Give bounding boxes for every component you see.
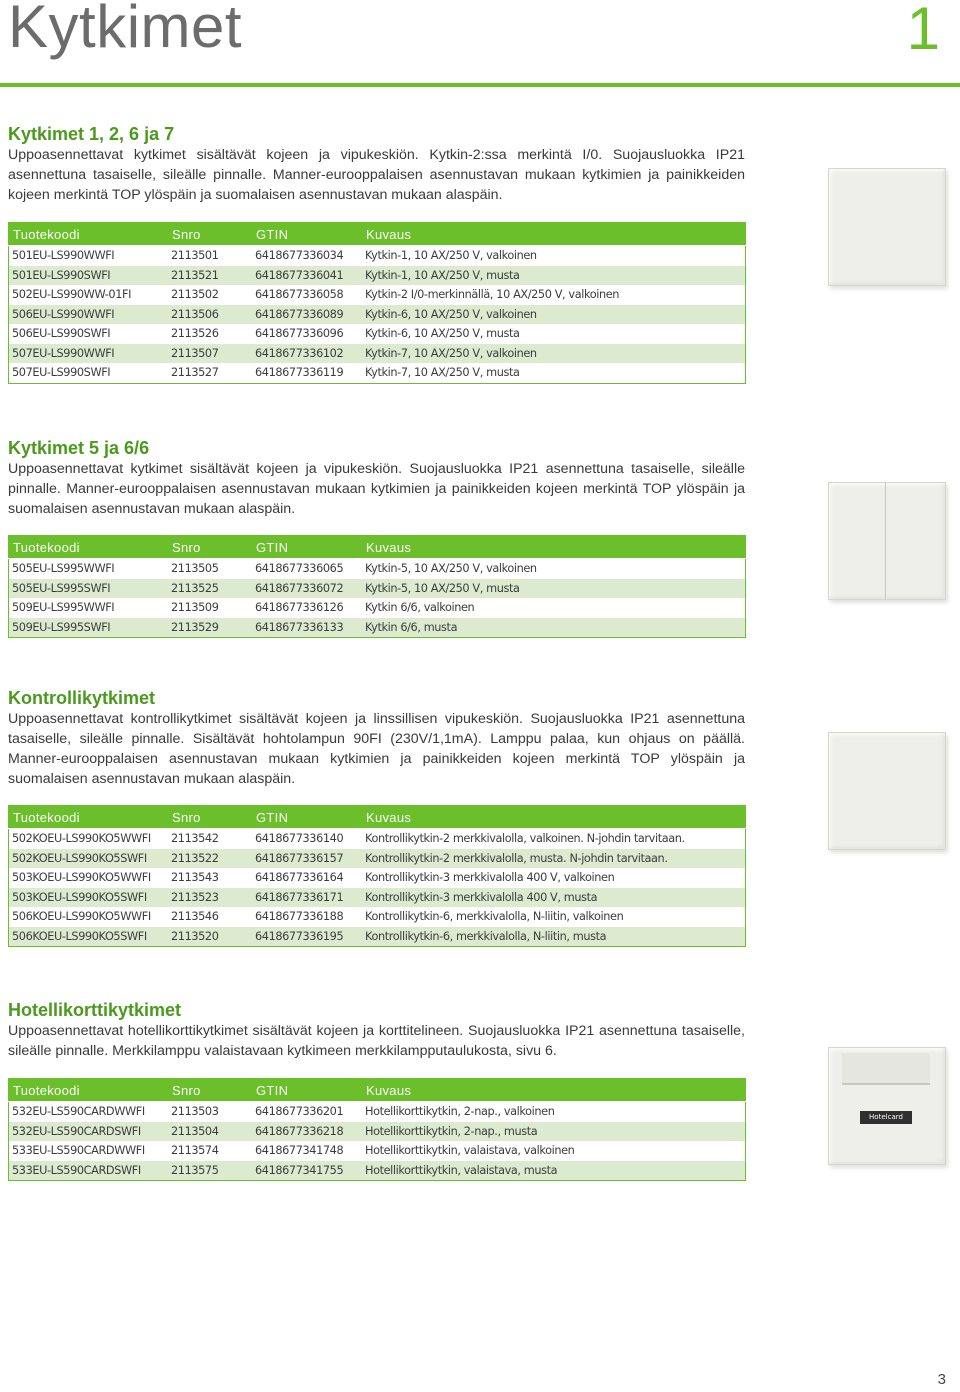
cell-gtin: 6418677336195 [252,927,362,947]
cell-product-code: 502KOEU-LS990KO5WWFI [9,829,169,849]
cell-description: Kytkin-5, 10 AX/250 V, musta [362,579,746,599]
col-header-description: Kuvaus [362,1079,746,1102]
cell-gtin: 6418677336218 [252,1122,362,1142]
cell-description: Hotellikorttikytkin, valaistava, valkoinen [365,1144,575,1158]
table-row [9,559,746,579]
table-row [9,618,746,638]
table-row [9,305,746,325]
cell-description: Kontrollikytkin-6, merkkivalolla, N-liitin, valkoinen [365,910,624,924]
cell-snro: 2113506 [168,305,252,325]
table-row [9,324,746,344]
col-header-gtin: GTIN [252,806,362,829]
switch-plate [828,482,946,600]
cell-description: Kytkin-6, 10 AX/250 V, valkoinen [362,305,746,325]
col-header-description: Kuvaus [362,806,746,829]
cell-description: Kontrollikytkin-3 merkkivalolla 400 V, valkoinen [365,871,615,885]
cell-description: Hotellikorttikytkin, valaistava, musta [362,1161,746,1181]
cell-description: Kytkin-2 I/0-merkinnällä, 10 AX/250 V, valkoinen [365,288,620,302]
table-header-row [9,223,746,246]
cell-gtin: 6418677336096 [255,327,344,341]
cell-product-code: 502EU-LS990WW-01FI [12,288,132,302]
table-header-row [9,806,746,829]
cell-product-code: 533EU-LS590CARDWWFI [12,1144,145,1158]
table-row [9,907,746,927]
cell-description: Kytkin-1, 10 AX/250 V, valkoinen [362,246,746,266]
cell-gtin: 6418677336201 [252,1102,362,1122]
table-header-row [9,536,746,559]
section-description: Uppoasennettavat kytkimet sisältävät kojeen ja vipukeskiön. Suojausluokka IP21 asennettuna tasaiselle, sileälle pinnalle. Manner-eurooppalaisen asennustavan mukaan kytkimien ja painikkeiden kojeen merkintä TOP ylöspäin ja suomalaisen asennustavan mukaan alaspäin. [8,461,745,517]
cell-description: Kytkin 6/6, musta [362,618,746,638]
table-row [9,344,746,364]
cell-snro: 2113546 [171,910,219,924]
cell-gtin: 6418677336157 [252,849,362,869]
section-title: Kytkimet 1, 2, 6 ja 7 [8,124,175,144]
cell-gtin: 6418677336188 [255,910,344,924]
cell-gtin: 6418677341748 [255,1144,344,1158]
col-header-code: Tuotekoodi [9,1079,169,1102]
cell-gtin: 6418677336133 [252,618,362,638]
cell-snro: 2113505 [168,559,252,579]
product-table [8,805,746,947]
cell-description: Hotellikorttikytkin, 2-nap., valkoinen [362,1102,746,1122]
cell-snro: 2113521 [168,266,252,286]
switch-plate [828,168,946,286]
section-title: Hotellikorttikytkimet [8,1000,182,1020]
cell-snro: 2113507 [168,344,252,364]
cell-description: Kontrollikytkin-2 merkkivalolla, musta. N-johdin tarvitaan. [362,849,746,869]
col-header-gtin: GTIN [252,223,362,246]
table-row [9,579,746,599]
table-row [9,829,746,849]
section-kytkimet-5-66 [8,437,745,519]
table-row [9,868,746,888]
table-row [9,246,746,266]
cell-snro: 2113574 [171,1144,219,1158]
cell-product-code: 505EU-LS995SWFI [9,579,169,599]
cell-description: Kontrollikytkin-3 merkkivalolla 400 V, musta [362,888,746,908]
col-header-description: Kuvaus [362,536,746,559]
table-row [9,888,746,908]
cell-snro: 2113501 [168,246,252,266]
col-header-snro: Snro [168,1079,252,1102]
cell-product-code: 507EU-LS990SWFI [12,366,111,380]
section-description: Uppoasennettavat kontrollikytkimet sisältävät kojeen ja linssillisen vipukeskiön. Suojausluokka IP21 asennettuna tasaiselle, sileälle pinnalle. Sisältävät hohtolampun 90FI (230V/1,1mA). Lamppu palaa, kun ohjaus on päällä. Manner-eurooppalaisen asennustavan mukaan kytkimien ja painikkeiden kojeen merkintä TOP ylöspäin ja suomalaisen asennustavan mukaan alaspäin. [8,711,745,787]
product-table [8,1078,746,1181]
section-kytkimet-1267 [8,123,745,205]
cell-snro: 2113575 [168,1161,252,1181]
table-row [9,266,746,286]
table-row [9,1102,746,1122]
table-row [9,1141,746,1161]
cell-product-code: 502KOEU-LS990KO5SWFI [9,849,169,869]
cell-product-code: 509EU-LS995WWFI [12,601,115,615]
cell-description: Kytkin-1, 10 AX/250 V, musta [362,266,746,286]
cell-snro: 2113509 [171,601,219,615]
cell-gtin: 6418677336058 [255,288,344,302]
table-row [9,1122,746,1142]
cell-product-code: 506EU-LS990SWFI [12,327,111,341]
chapter-number: 1 [906,0,940,62]
cell-description: Kytkin-6, 10 AX/250 V, musta [365,327,520,341]
section-description: Uppoasennettavat kytkimet sisältävät kojeen ja vipukeskiön. Kytkin-2:ssa merkintä I/0. Suojausluokka IP21 asennettuna tasaiselle, sileälle pinnalle. Manner-eurooppalaisen asennustavan mukaan kytkimien ja painikkeiden kojeen merkintä TOP ylöspäin ja suomalaisen asennustavan mukaan alaspäin. [8,147,745,203]
cell-product-code: 532EU-LS590CARDWWFI [9,1102,169,1122]
cell-gtin: 6418677336072 [252,579,362,599]
cell-product-code: 506KOEU-LS990KO5SWFI [9,927,169,947]
double-rocker-switch-image [822,478,950,604]
cell-gtin: 6418677341755 [252,1161,362,1181]
cell-gtin: 6418677336140 [252,829,362,849]
switch-plate [828,732,946,850]
table-row [9,285,746,305]
table-row [9,927,746,947]
cell-snro: 2113502 [171,288,219,302]
header-rule [0,83,960,87]
cell-gtin: 6418677336089 [252,305,362,325]
cell-product-code: 503KOEU-LS990KO5WWFI [12,871,151,885]
card-slot [842,1053,930,1085]
cell-description: Kytkin-7, 10 AX/250 V, valkoinen [362,344,746,364]
cell-snro: 2113523 [168,888,252,908]
col-header-code: Tuotekoodi [9,536,169,559]
cell-description: Kontrollikytkin-6, merkkivalolla, N-liitin, musta [362,927,746,947]
cell-gtin: 6418677336171 [252,888,362,908]
single-rocker-switch-image [822,164,950,290]
col-header-snro: Snro [168,223,252,246]
cell-product-code: 501EU-LS990SWFI [9,266,169,286]
rocker-divider [885,482,886,600]
cell-product-code: 532EU-LS590CARDSWFI [9,1122,169,1142]
table-header-row [9,1079,746,1102]
cell-product-code: 503KOEU-LS990KO5SWFI [9,888,169,908]
col-header-snro: Snro [168,806,252,829]
cell-snro: 2113503 [168,1102,252,1122]
cell-gtin: 6418677336102 [252,344,362,364]
page-number: 3 [937,1371,946,1388]
cell-snro: 2113525 [168,579,252,599]
cell-description: Kytkin-7, 10 AX/250 V, musta [365,366,520,380]
cell-gtin: 6418677336034 [252,246,362,266]
cell-product-code: 507EU-LS990WWFI [9,344,169,364]
cell-snro: 2113527 [171,366,219,380]
cell-description: Kontrollikytkin-2 merkkivalolla, valkoinen. N-johdin tarvitaan. [362,829,746,849]
cell-gtin: 6418677336126 [255,601,344,615]
cell-gtin: 6418677336164 [255,871,344,885]
hotel-card-label: Hotelcard [860,1111,912,1124]
section-title: Kontrollikytkimet [8,688,156,708]
col-header-description: Kuvaus [362,223,746,246]
cell-description: Kytkin-5, 10 AX/250 V, valkoinen [362,559,746,579]
product-table [8,535,746,638]
product-table [8,222,746,384]
hotel-card-switch-image [822,1043,950,1169]
cell-product-code: 509EU-LS995SWFI [9,618,169,638]
cell-description: Kytkin 6/6, valkoinen [365,601,475,615]
cell-snro: 2113520 [168,927,252,947]
page-title: Kytkimet [8,0,243,60]
section-kontrollikytkimet [8,687,745,789]
cell-product-code: 505EU-LS995WWFI [9,559,169,579]
table-row [9,363,746,383]
col-header-code: Tuotekoodi [9,223,169,246]
cell-product-code: 501EU-LS990WWFI [9,246,169,266]
col-header-gtin: GTIN [252,1079,362,1102]
cell-snro: 2113522 [168,849,252,869]
col-header-gtin: GTIN [252,536,362,559]
cell-snro: 2113543 [171,871,219,885]
cell-snro: 2113526 [171,327,219,341]
table-row [9,1161,746,1181]
cell-snro: 2113542 [168,829,252,849]
section-title: Kytkimet 5 ja 6/6 [8,438,150,458]
section-hotellikorttikytkimet [8,999,745,1061]
table-row [9,598,746,618]
cell-snro: 2113529 [168,618,252,638]
cell-snro: 2113504 [168,1122,252,1142]
cell-gtin: 6418677336041 [252,266,362,286]
cell-product-code: 506KOEU-LS990KO5WWFI [12,910,151,924]
cell-description: Hotellikorttikytkin, 2-nap., musta [362,1122,746,1142]
col-header-code: Tuotekoodi [9,806,169,829]
section-description: Uppoasennettavat hotellikorttikytkimet sisältävät kojeen ja korttitelineen. Suojausluokka IP21 asennettuna tasaiselle, sileälle pinnalle. Merkkilamppu valaistavaan kytkimeen merkkilampputaulukosta, sivu 6. [8,1023,745,1059]
table-row [9,849,746,869]
cell-gtin: 6418677336065 [252,559,362,579]
cell-gtin: 6418677336119 [255,366,344,380]
cell-product-code: 533EU-LS590CARDSWFI [9,1161,169,1181]
cell-product-code: 506EU-LS990WWFI [9,305,169,325]
control-switch-image [822,728,950,854]
col-header-snro: Snro [168,536,252,559]
